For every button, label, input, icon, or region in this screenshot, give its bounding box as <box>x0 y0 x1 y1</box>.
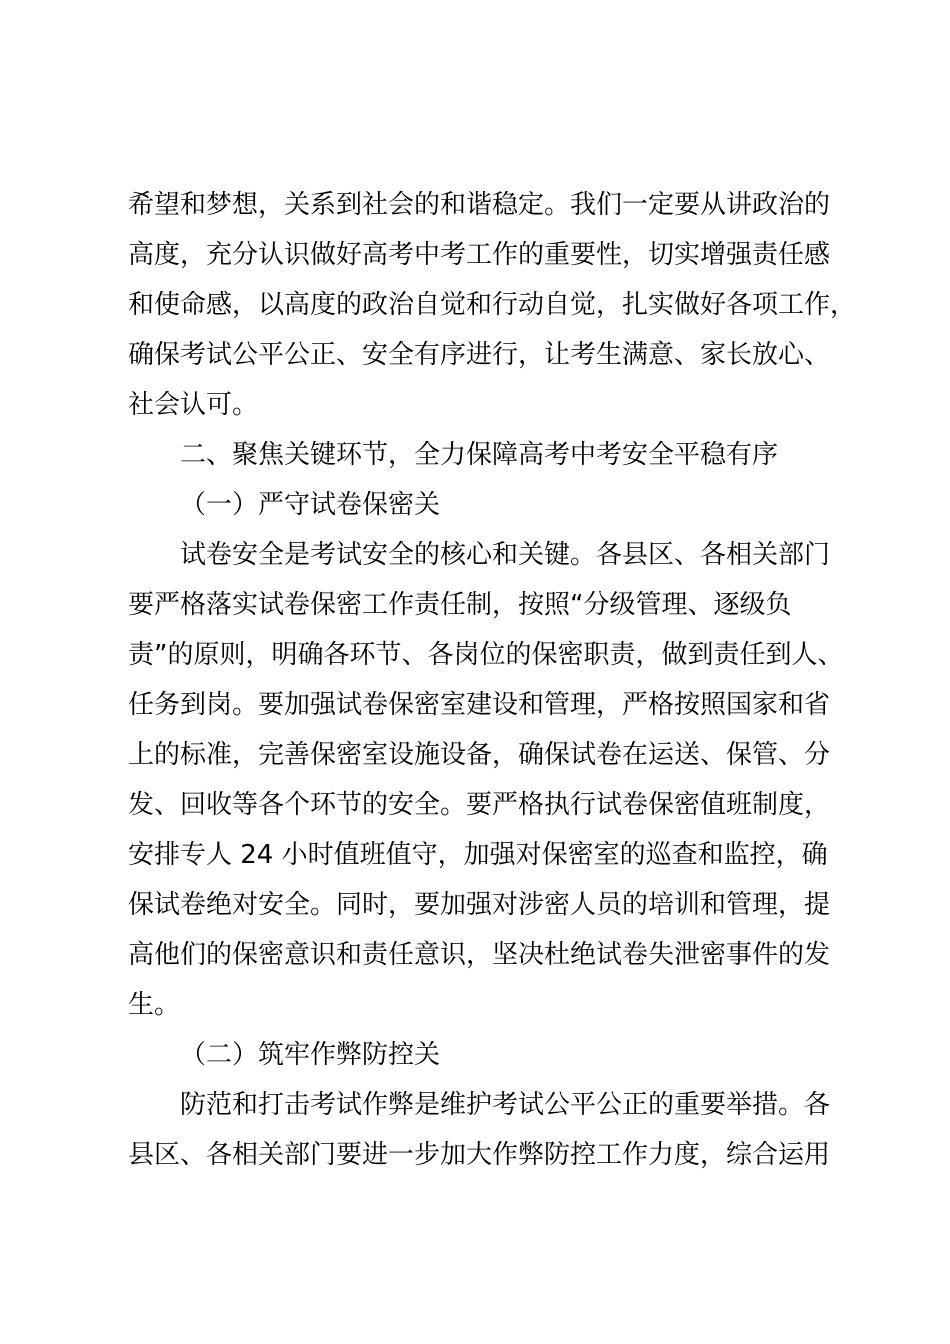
paragraph-line: 和使命感，以高度的政治自觉和行动自觉，扎实做好各项工作， <box>128 290 857 320</box>
paragraph-line: 任务到岗。要加强试卷保密室建设和管理，严格按照国家和省 <box>128 690 831 720</box>
paragraph-line: 上的标准，完善保密室设施设备，确保试卷在运送、保管、分 <box>128 740 831 770</box>
paragraph-line: 责”的原则，明确各环节、各岗位的保密职责，做到责任到人、 <box>128 640 844 670</box>
paragraph-line: 防范和打击考试作弊是维护考试公平公正的重要举措。各 <box>180 1090 831 1120</box>
paragraph-line: 要严格落实试卷保密工作责任制，按照“分级管理、逐级负 <box>128 590 792 620</box>
paragraph-line: 高度，充分认识做好高考中考工作的重要性，切实增强责任感 <box>128 240 831 270</box>
paragraph-line: 发、回收等各个环节的安全。要严格执行试卷保密值班制度， <box>128 790 831 820</box>
paragraph-line: 县区、各相关部门要进一步加大作弊防控工作力度，综合运用 <box>128 1140 831 1170</box>
paragraph-line: 生。 <box>128 990 181 1020</box>
paragraph-line: 社会认可。 <box>128 390 259 420</box>
paragraph-line: 试卷安全是考试安全的核心和关键。各县区、各相关部门 <box>180 540 831 570</box>
subsection-heading: （一）严守试卷保密关 <box>180 490 441 520</box>
subsection-heading: （二）筑牢作弊防控关 <box>180 1040 441 1070</box>
paragraph-line: 高他们的保密意识和责任意识，坚决杜绝试卷失泄密事件的发 <box>128 940 831 970</box>
paragraph-line: 确保考试公平公正、安全有序进行，让考生满意、家长放心、 <box>128 340 831 370</box>
paragraph-line: 安排专人 24 小时值班值守，加强对保密室的巡查和监控，确 <box>128 840 828 870</box>
paragraph-line: 希望和梦想，关系到社会的和谐稳定。我们一定要从讲政治的 <box>128 190 831 220</box>
paragraph-line: 保试卷绝对安全。同时，要加强对涉密人员的培训和管理，提 <box>128 890 831 920</box>
section-heading: 二、聚焦关键环节，全力保障高考中考安全平稳有序 <box>180 440 779 470</box>
